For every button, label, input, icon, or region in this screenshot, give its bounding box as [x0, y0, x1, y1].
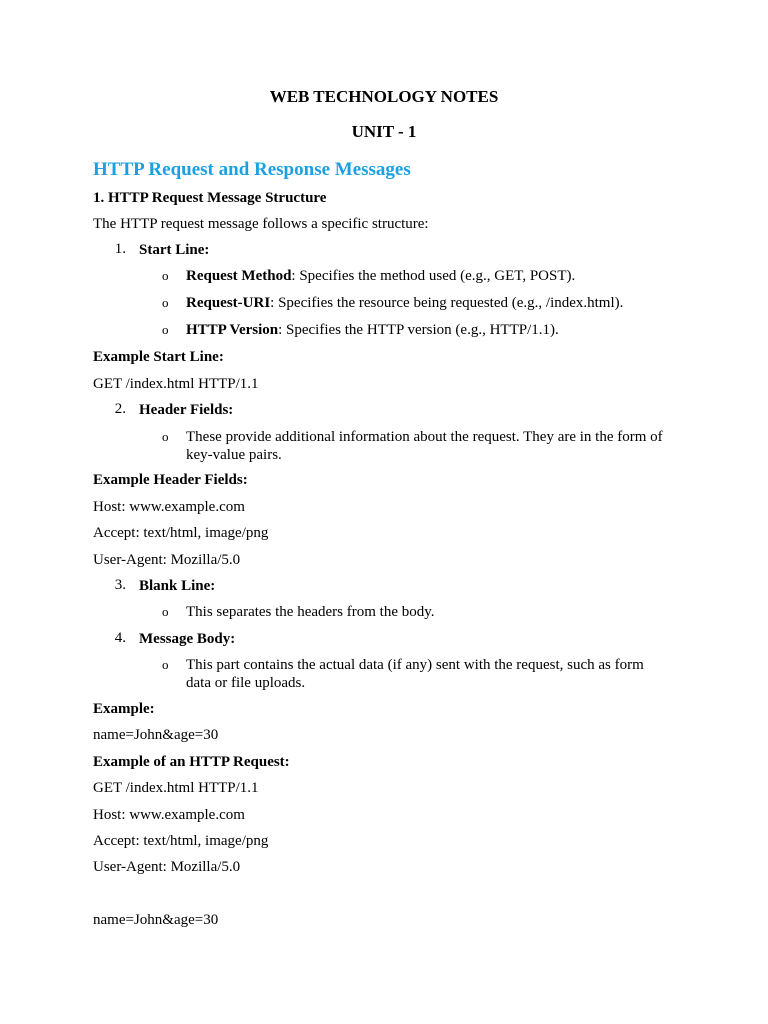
list-bullet	[186, 321, 559, 339]
bullet-marker: o	[162, 429, 169, 444]
example-code-line: GET /index.html HTTP/1.1	[93, 376, 259, 392]
list-number: 4.	[114, 630, 126, 646]
list-bullet	[186, 267, 575, 285]
bullet-marker: o	[162, 268, 169, 283]
example-label: Example Start Line:	[93, 349, 224, 365]
bullet-marker: o	[162, 295, 169, 310]
bullet-text: : Specifies the HTTP version (e.g., HTTP/1.1).	[278, 322, 559, 338]
example-code-line: Host: www.example.com	[93, 807, 245, 823]
list-item-title: Start Line:	[139, 242, 210, 258]
example-code-line: Accept: text/html, image/png	[93, 833, 269, 849]
list-bullet: This part contains the actual data (if any) sent with the request, such as form data or file uploads.	[186, 657, 644, 691]
list-item-title: Message Body:	[139, 631, 236, 647]
subheading: 1. HTTP Request Message Structure	[93, 190, 327, 206]
list-number: 1.	[114, 241, 126, 257]
example-label: Example Header Fields:	[93, 472, 248, 488]
example-label: Example of an HTTP Request:	[93, 754, 290, 770]
intro-paragraph: The HTTP request message follows a specific structure:	[93, 216, 429, 232]
example-code-line: User-Agent: Mozilla/5.0	[93, 859, 241, 875]
bullet-term: Request Method	[186, 268, 292, 284]
bullet-marker: o	[162, 657, 169, 672]
example-code-line: User-Agent: Mozilla/5.0	[93, 552, 241, 568]
bullet-term: Request-URI	[186, 295, 271, 311]
list-bullet: This separates the headers from the body.	[186, 604, 435, 620]
bullet-marker: o	[162, 322, 169, 337]
example-code-line: Accept: text/html, image/png	[93, 525, 269, 541]
example-label: Example:	[93, 701, 155, 717]
list-bullet	[186, 294, 623, 312]
example-code-line: GET /index.html HTTP/1.1	[93, 780, 259, 796]
example-code-line: name=John&age=30	[93, 727, 219, 743]
bullet-marker: o	[162, 604, 169, 619]
unit-title: UNIT - 1	[351, 122, 417, 141]
section-heading: HTTP Request and Response Messages	[93, 159, 411, 180]
bullet-term: HTTP Version	[186, 322, 279, 338]
document-title: WEB TECHNOLOGY NOTES	[269, 87, 499, 106]
list-number: 3.	[114, 577, 126, 593]
list-item-title: Blank Line:	[139, 578, 216, 594]
example-code-line: Host: www.example.com	[93, 499, 245, 515]
bullet-text: : Specifies the method used (e.g., GET, POST).	[291, 268, 576, 284]
list-item-title: Header Fields:	[139, 402, 234, 418]
bullet-text: : Specifies the resource being requested (e.g., /index.html).	[270, 295, 624, 311]
example-code-line: name=John&age=30	[93, 912, 219, 928]
list-number: 2.	[114, 401, 126, 417]
list-bullet: These provide additional information about the request. They are in the form of key-value pairs.	[186, 429, 663, 463]
